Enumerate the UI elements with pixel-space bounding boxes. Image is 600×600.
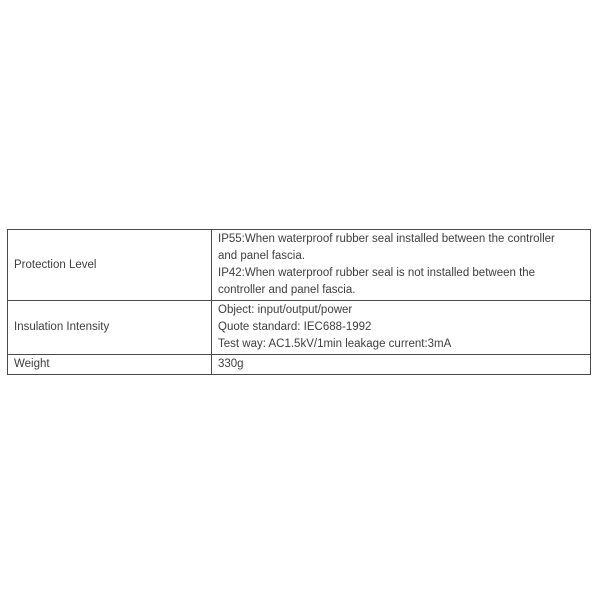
spec-line: Test way: AC1.5kV/1min leakage current:3mA bbox=[218, 338, 452, 350]
spec-line: controller and panel fascia. bbox=[218, 284, 356, 296]
spec-value-weight bbox=[212, 355, 591, 375]
table-row bbox=[8, 230, 591, 301]
specification-table bbox=[7, 229, 591, 375]
spec-line: Quote standard: IEC688-1992 bbox=[218, 321, 372, 333]
table-row bbox=[8, 355, 591, 375]
spec-label-weight: Weight bbox=[8, 355, 212, 375]
spec-label-insulation-intensity: Insulation Intensity bbox=[8, 301, 212, 355]
spec-value-insulation-intensity bbox=[212, 301, 591, 355]
spec-line: Object: input/output/power bbox=[218, 304, 353, 316]
spec-line: and panel fascia. bbox=[218, 250, 305, 262]
spec-line: IP42:When waterproof rubber seal is not installed between the bbox=[218, 267, 536, 279]
table-row bbox=[8, 301, 591, 355]
spec-line: IP55:When waterproof rubber seal installed between the controller bbox=[218, 233, 555, 245]
spec-value-protection-level bbox=[212, 230, 591, 301]
spec-line: 330g bbox=[218, 358, 244, 370]
spec-label-protection-level: Protection Level bbox=[8, 230, 212, 301]
